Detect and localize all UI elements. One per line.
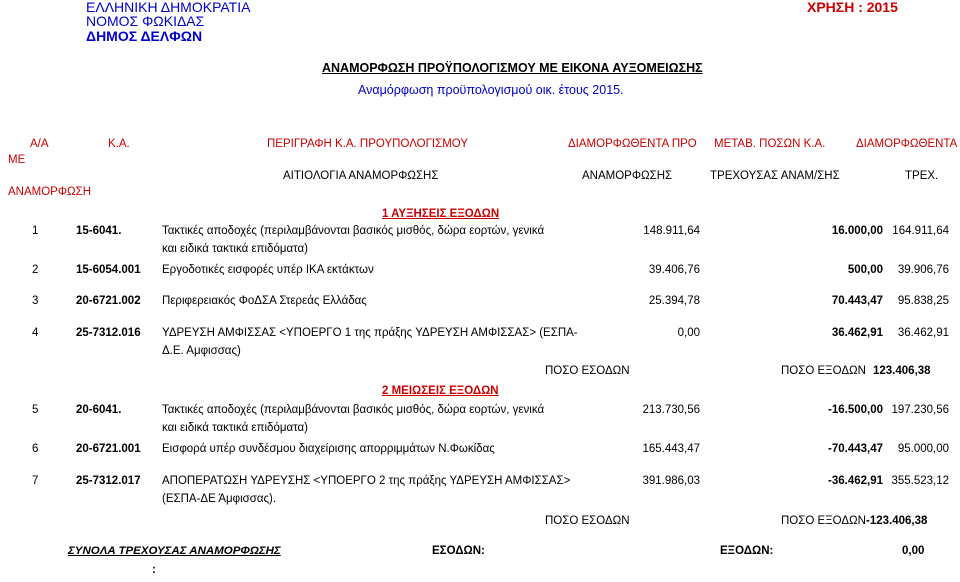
section-decreases-title: 2 ΜΕΙΩΣΕΙΣ ΕΞΟΔΩΝ — [382, 385, 499, 397]
fiscal-year: ΧΡΗΣΗ : 2015 — [807, 0, 898, 15]
row-metav: -70.443,47 — [828, 443, 883, 455]
col-diam-pro: ΔΙΑΜΟΡΦΩΘΕΝΤΑ ΠΡΟ — [568, 138, 697, 150]
section1-poso-exodon-value: 123.406,38 — [873, 365, 931, 377]
row-aa: 2 — [32, 264, 39, 276]
row-desc: Εργοδοτικές εισφορές υπέρ ΙΚΑ εκτάκτων — [162, 264, 374, 276]
col-metav: ΜΕΤΑΒ. ΠΟΣΩΝ Κ.Α. — [714, 138, 826, 150]
row-ka: 15-6041. — [76, 225, 122, 237]
row-metav: 16.000,00 — [831, 225, 883, 237]
col-metav-2: ΤΡΕΧΟΥΣΑΣ ΑΝΑΜ/ΣΗΣ — [710, 170, 840, 182]
row-diam: 39.906,76 — [897, 264, 949, 276]
row-ka: 25-7312.016 — [76, 327, 141, 339]
row-desc: ΥΔΡΕΥΣΗ ΑΜΦΙΣΣΑΣ <ΥΠΟΕΡΓΟ 1 της πράξης ΥΔΡΕΥΣΗ ΑΜΦΙΣΣΑΣ> (ΕΣΠΑ- — [162, 327, 578, 339]
row-metav: 500,00 — [847, 264, 883, 276]
totals-esodon-label: ΕΣΟΔΩΝ: — [432, 545, 485, 557]
totals-exodon-label: ΕΞΟΔΩΝ: — [720, 545, 774, 557]
row-desc-2: (ΕΣΠΑ-ΔΕ Άμφισσας). — [162, 493, 277, 505]
row-diam: 164.911,64 — [892, 225, 949, 237]
row-diam: 36.462,91 — [897, 327, 949, 339]
row-diam: 355.523,12 — [891, 475, 949, 487]
row-ka: 20-6721.001 — [76, 443, 141, 455]
section1-poso-exodon: ΠΟΣΟ ΕΞΟΔΩΝ — [781, 365, 866, 377]
row-pro: 39.406,76 — [648, 264, 700, 276]
col-diam-2: ΤΡΕΧ. — [905, 170, 939, 182]
row-diam: 197.230,56 — [891, 404, 949, 416]
totals-label: ΣΥΝΟΛΑ ΤΡΕΧΟΥΣΑΣ ΑΝΑΜΟΡΦΩΣΗΣ — [68, 545, 281, 557]
row-metav: -16.500,00 — [828, 404, 883, 416]
row-pro: 0,00 — [677, 327, 700, 339]
col-aa: Α/Α — [30, 138, 49, 150]
row-pro: 213.730,56 — [642, 404, 700, 416]
row-aa: 3 — [32, 295, 39, 307]
row-desc-2: και ειδικά τακτικά επιδόματα) — [162, 243, 308, 255]
section2-poso-esodon: ΠΟΣΟ ΕΣΟΔΩΝ — [545, 515, 630, 527]
col-anamorfosi: ΑΝΑΜΟΡΦΩΣΗ — [8, 186, 92, 198]
row-aa: 1 — [32, 225, 39, 237]
page-title: ΑΝΑΜΟΡΦΩΣΗ ΠΡΟΫΠΟΛΟΓΙΣΜΟΥ ΜΕ ΕΙΚΟΝΑ ΑΥΞΟΜΕΙΩΣΗΣ — [322, 61, 703, 75]
row-desc: Εισφορά υπέρ συνδέσμου διαχείρισης απορριμμάτων Ν.Φωκίδας — [162, 443, 495, 455]
row-metav: 70.443,47 — [831, 295, 883, 307]
section2-poso-exodon: ΠΟΣΟ ΕΞΟΔΩΝ — [781, 515, 866, 527]
section1-poso-esodon: ΠΟΣΟ ΕΣΟΔΩΝ — [545, 365, 630, 377]
row-desc: Τακτικές αποδοχές (περιλαμβάνονται βασικός μισθός, δώρα εορτών, γενικά — [162, 225, 545, 237]
col-ka: Κ.Α. — [108, 138, 130, 150]
header-line-1: ΕΛΛΗΝΙΚΗ ΔΗΜΟΚΡΑΤΙΑ — [86, 0, 251, 15]
row-metav: -36.462,91 — [828, 475, 883, 487]
col-diam: ΔΙΑΜΟΡΦΩΘΕΝΤΑ — [856, 138, 958, 150]
page-subtitle: Αναμόρφωση προϋπολογισμού οικ. έτους 2015. — [358, 83, 624, 97]
col-me: ΜΕ — [8, 154, 26, 166]
row-ka: 20-6041. — [76, 404, 122, 416]
col-diam-pro-2: ΑΝΑΜΟΡΦΩΣΗΣ — [582, 170, 673, 182]
row-aa: 6 — [32, 443, 39, 455]
row-desc-2: Δ.Ε. Αμφισσας) — [162, 345, 241, 357]
row-diam: 95.838,25 — [897, 295, 949, 307]
row-aa: 5 — [32, 404, 39, 416]
row-ka: 20-6721.002 — [76, 295, 141, 307]
totals-exodon-value: 0,00 — [902, 545, 925, 557]
row-pro: 148.911,64 — [643, 225, 700, 237]
row-aa: 4 — [32, 327, 39, 339]
row-ka: 15-6054.001 — [76, 264, 141, 276]
row-metav: 36.462,91 — [831, 327, 883, 339]
row-desc: Τακτικές αποδοχές (περιλαμβάνονται βασικός μισθός, δώρα εορτών, γενικά — [162, 404, 545, 416]
row-diam: 95.000,00 — [897, 443, 949, 455]
row-desc: Περιφερειακός ΦοΔΣΑ Στερεάς Ελλάδας — [162, 295, 367, 307]
totals-colon: : — [152, 564, 156, 576]
row-pro: 165.443,47 — [642, 443, 700, 455]
col-perigrafi: ΠΕΡΙΓΡΑΦΗ Κ.Α. ΠΡΟΥΠΟΛΟΓΙΣΜΟΥ — [267, 138, 469, 150]
section2-poso-exodon-value: -123.406,38 — [866, 515, 928, 527]
row-desc: ΑΠΟΠΕΡΑΤΩΣΗ ΥΔΡΕΥΣΗΣ <ΥΠΟΕΡΓΟ 2 της πράξης ΥΔΡΕΥΣΗ ΑΜΦΙΣΣΑΣ> — [162, 475, 571, 487]
header-line-2: ΝΟΜΟΣ ΦΩΚΙΔΑΣ — [86, 13, 205, 29]
row-pro: 391.986,03 — [642, 475, 700, 487]
header-line-3: ΔΗΜΟΣ ΔΕΛΦΩΝ — [86, 28, 203, 44]
row-aa: 7 — [32, 475, 39, 487]
row-desc-2: και ειδικά τακτικά επιδόματα) — [162, 422, 308, 434]
col-aitiologia: ΑΙΤΙΟΛΟΓΙΑ ΑΝΑΜΟΡΦΩΣΗΣ — [283, 170, 439, 182]
section-increases-title: 1 ΑΥΞΗΣΕΙΣ ΕΞΟΔΩΝ — [382, 208, 500, 220]
row-pro: 25.394,78 — [648, 295, 700, 307]
row-ka: 25-7312.017 — [76, 475, 141, 487]
